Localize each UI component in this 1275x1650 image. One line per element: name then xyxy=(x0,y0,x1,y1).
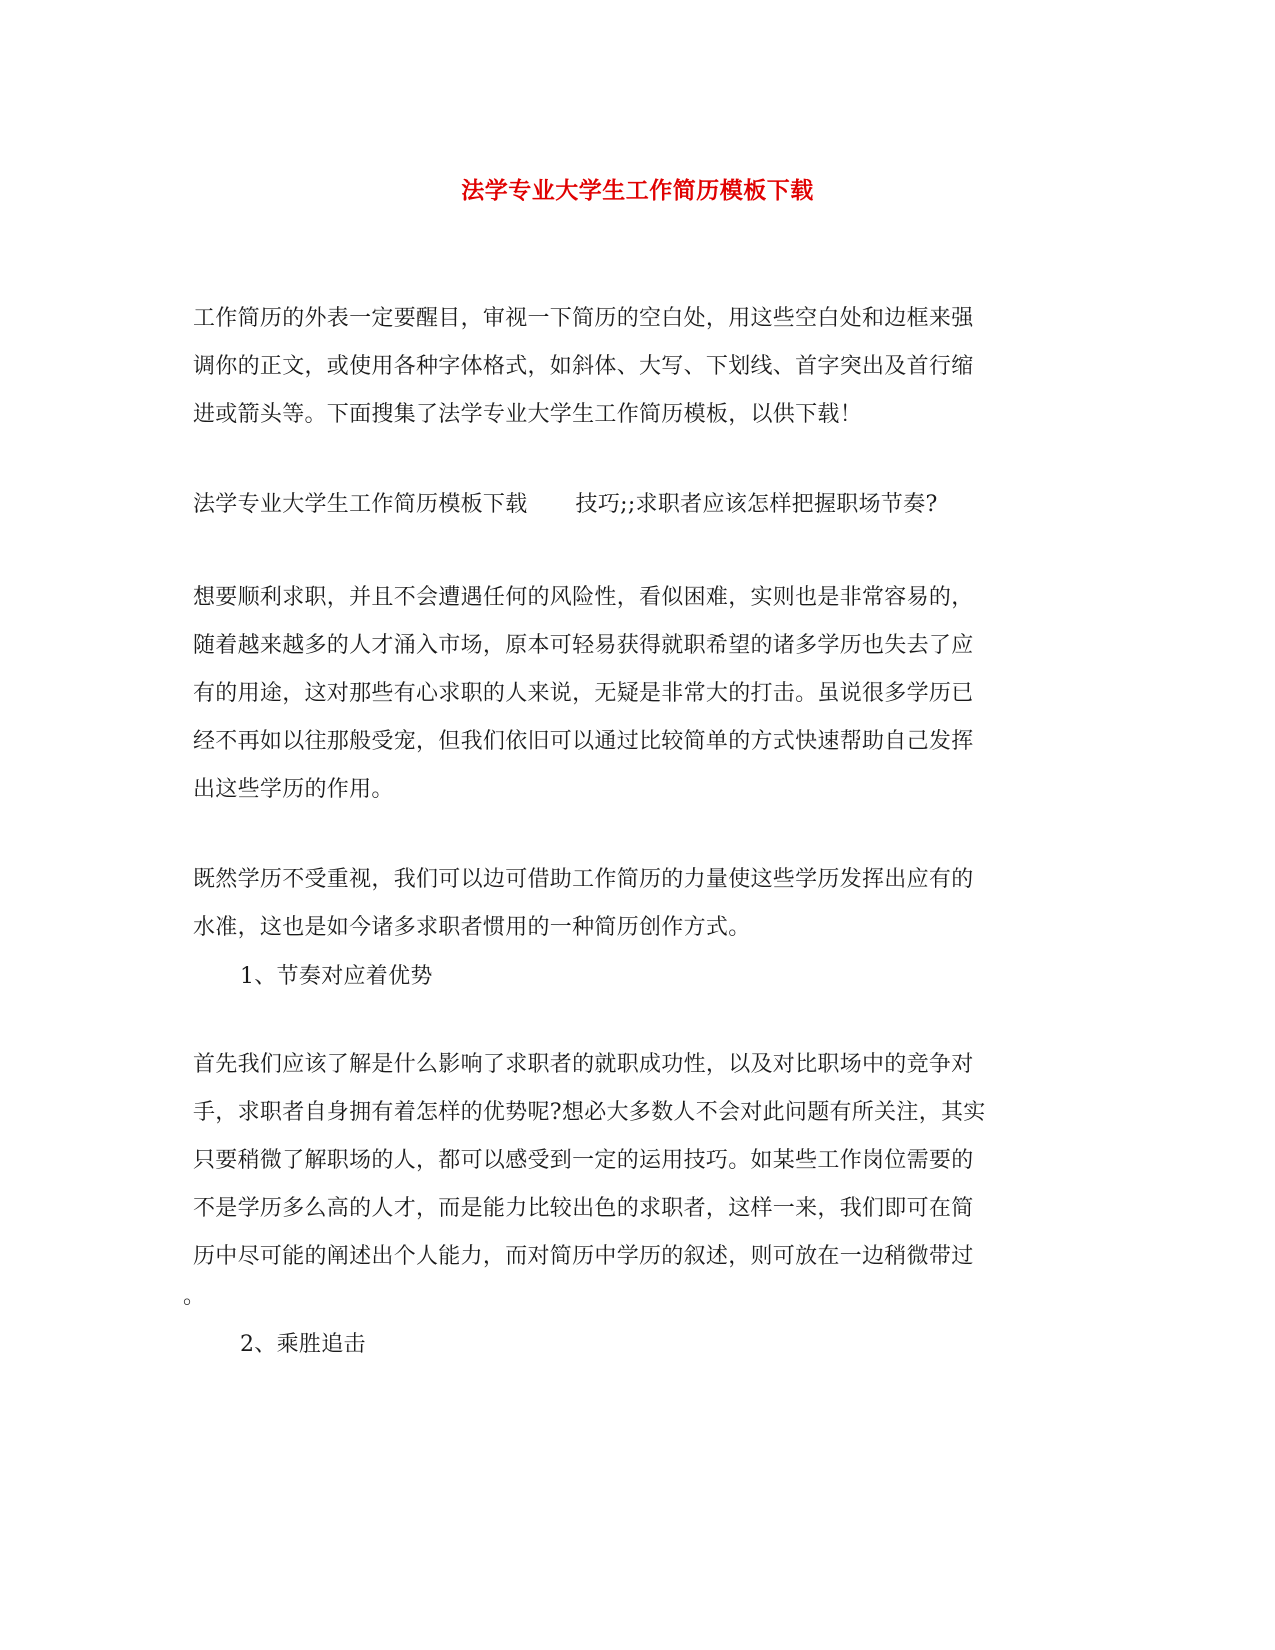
page-title: 法学专业大学生工作简历模板下载 xyxy=(461,177,814,204)
paragraph-line: 不是学历多么高的人才，而是能力比较出色的求职者，这样一来，我们即可在简 xyxy=(193,1196,974,1221)
paragraph-line: 手，求职者自身拥有着怎样的优势呢?想必大多数人不会对此问题有所关注，其实 xyxy=(193,1100,986,1125)
paragraph-line: 出这些学历的作用。 xyxy=(193,777,394,802)
subhead-right: 技巧;;求职者应该怎样把握职场节奏? xyxy=(575,492,938,517)
paragraph-line: 随着越来越多的人才涌入市场，原本可轻易获得就职希望的诸多学历也失去了应 xyxy=(193,633,974,658)
paragraph-line: 经不再如以往那般受宠，但我们依旧可以通过比较简单的方式快速帮助自己发挥 xyxy=(193,729,974,754)
paragraph-line: 有的用途，这对那些有心求职的人来说，无疑是非常大的打击。虽说很多学历已 xyxy=(193,681,974,706)
intro-line: 进或箭头等。下面搜集了法学专业大学生工作简历模板，以供下载！ xyxy=(193,402,863,427)
section-heading: 1、节奏对应着优势 xyxy=(240,964,433,989)
paragraph-line: 既然学历不受重视，我们可以边可借助工作简历的力量使这些学历发挥出应有的 xyxy=(193,867,974,892)
paragraph-line: 想要顺利求职，并且不会遭遇任何的风险性，看似困难，实则也是非常容易的， xyxy=(193,585,974,610)
paragraph-line: 水准，这也是如今诸多求职者惯用的一种简历创作方式。 xyxy=(193,915,751,940)
intro-line: 调你的正文，或使用各种字体格式，如斜体、大写、下划线、首字突出及首行缩 xyxy=(193,354,974,379)
intro-line: 工作简历的外表一定要醒目，审视一下简历的空白处，用这些空白处和边框来强 xyxy=(193,306,974,331)
paragraph-line: 历中尽可能的阐述出个人能力，而对简历中学历的叙述，则可放在一边稍微带过 xyxy=(193,1244,974,1269)
paragraph-line: 。 xyxy=(183,1284,206,1309)
section-heading: 2、乘胜追击 xyxy=(240,1332,366,1357)
subhead-left: 法学专业大学生工作简历模板下载 xyxy=(193,492,528,517)
paragraph-line: 只要稍微了解职场的人，都可以感受到一定的运用技巧。如某些工作岗位需要的 xyxy=(193,1148,974,1173)
subhead-line xyxy=(193,490,938,520)
paragraph-line: 首先我们应该了解是什么影响了求职者的就职成功性，以及对比职场中的竞争对 xyxy=(193,1052,974,1077)
